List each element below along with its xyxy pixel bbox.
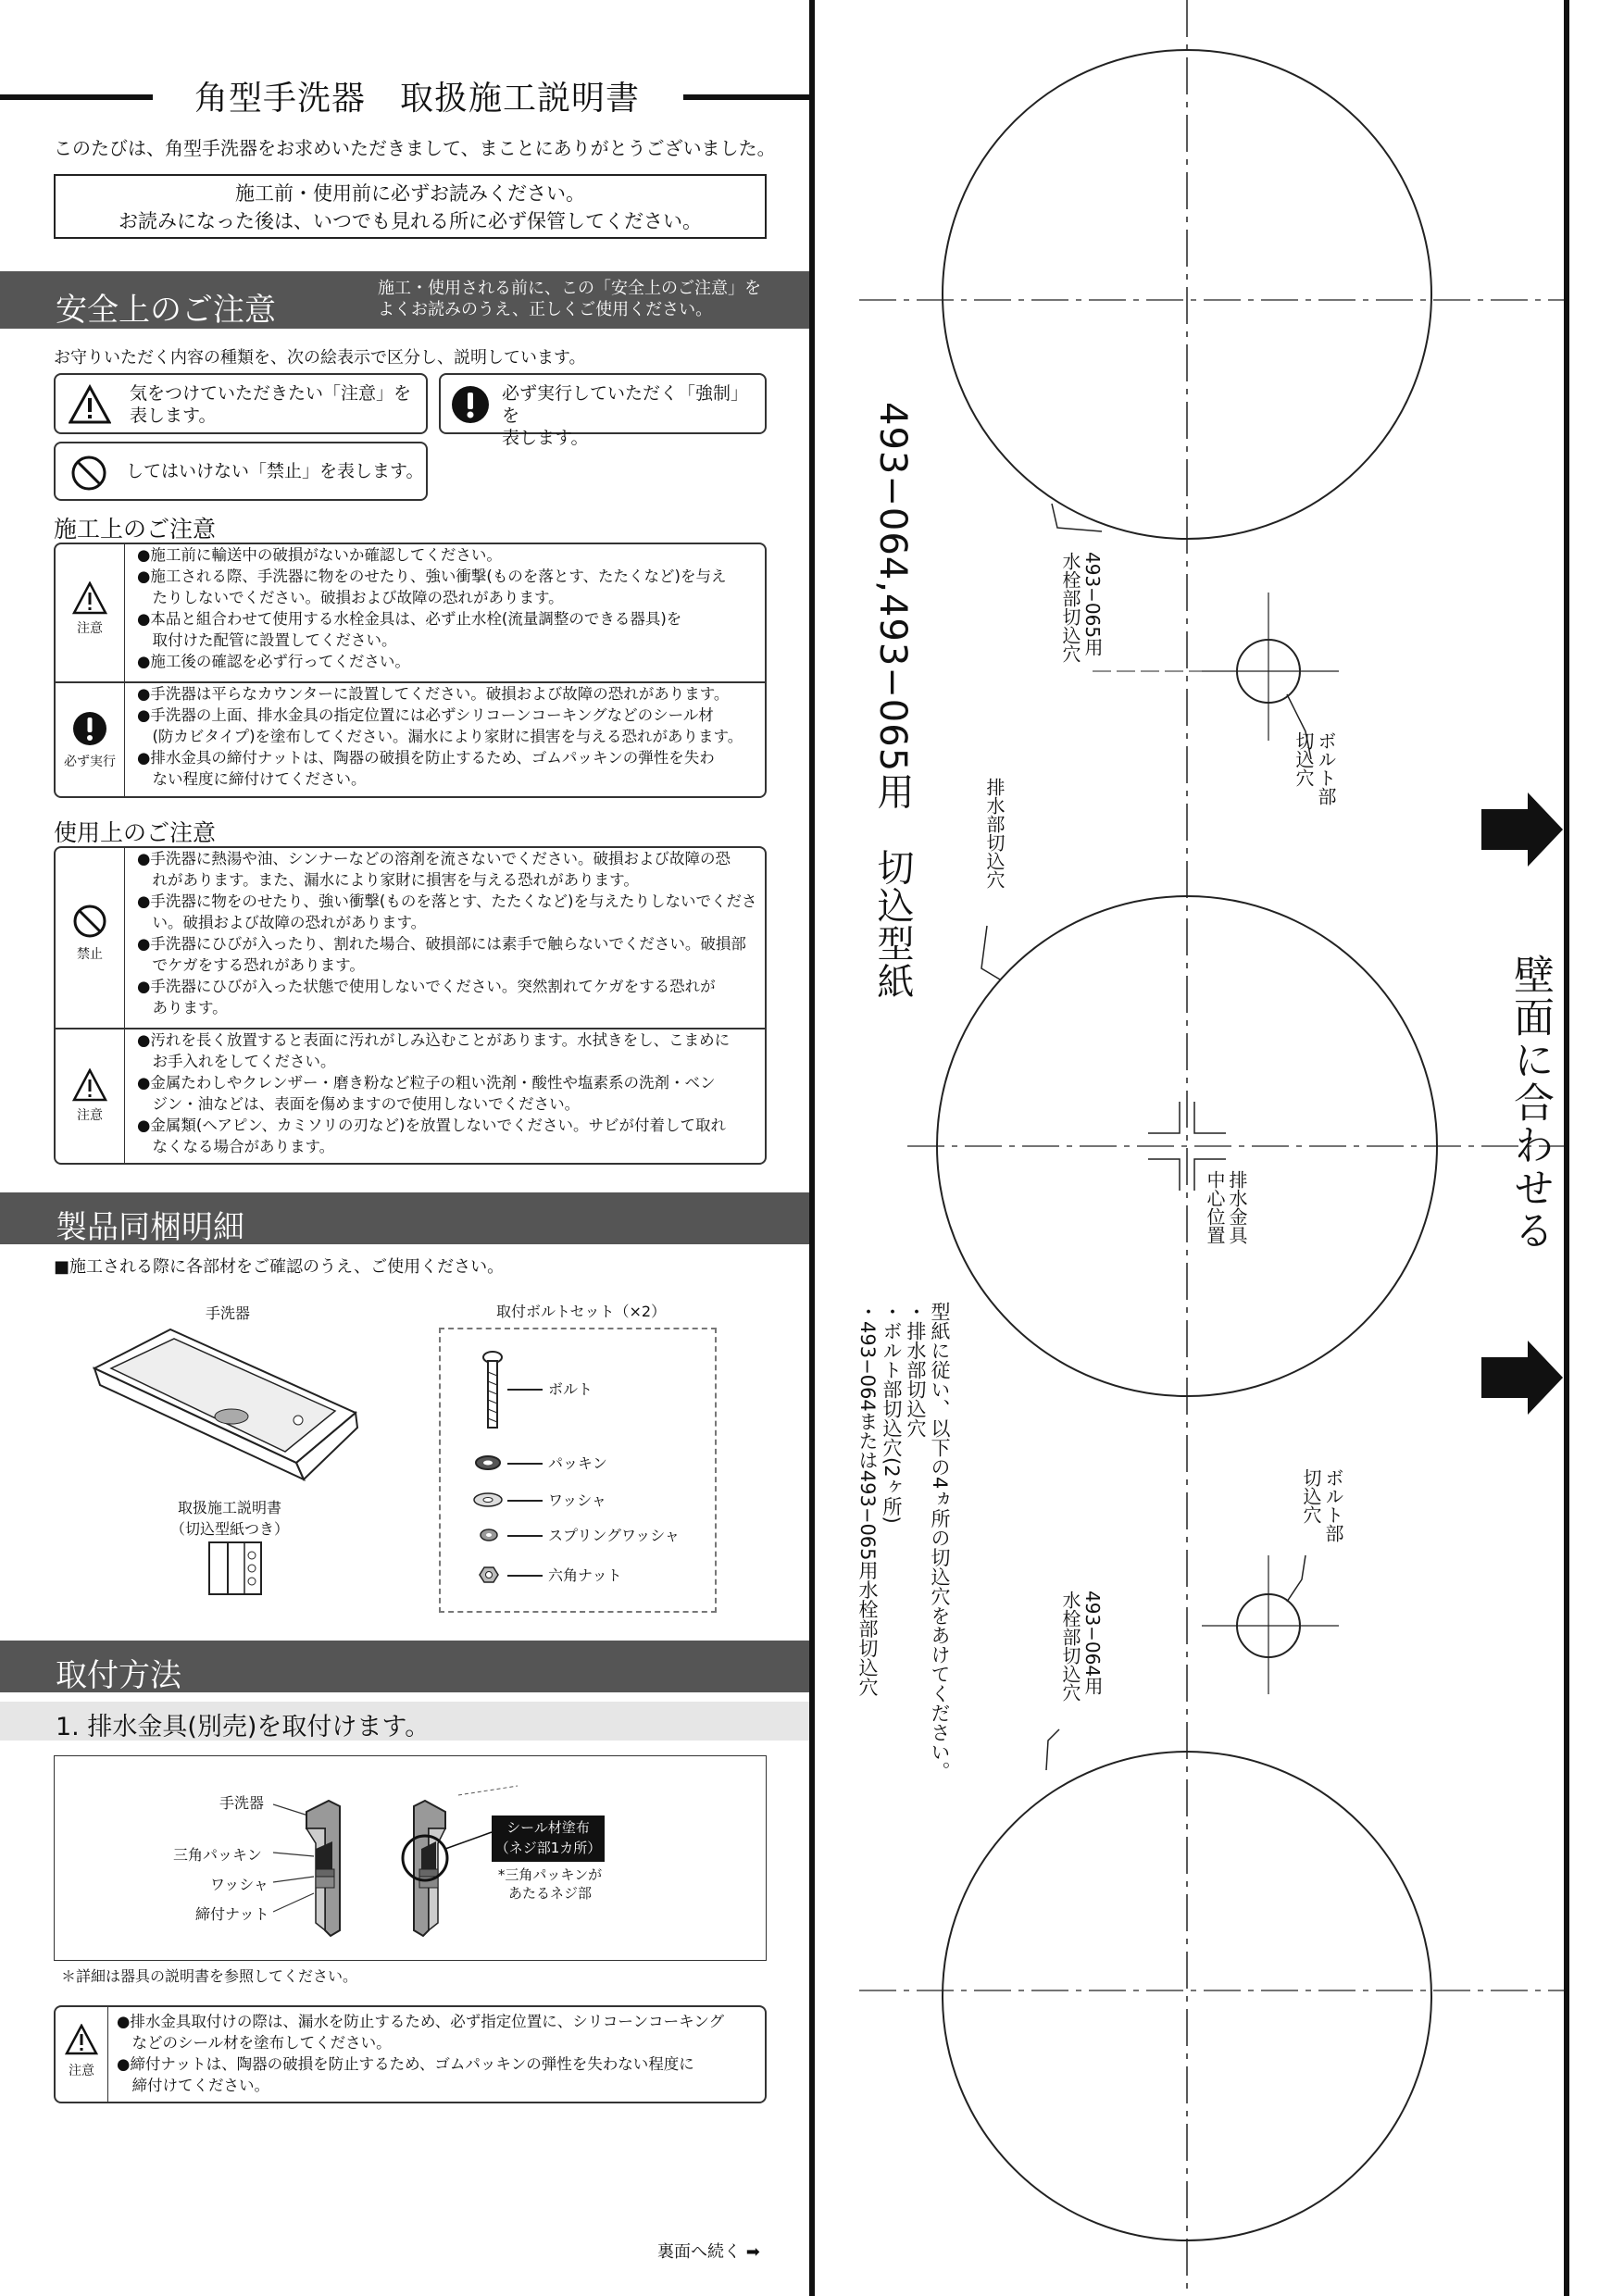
mandatory-label: 必ず実行 [64, 755, 116, 769]
detail-note: ＊詳細は器具の説明書を参照してください。 [61, 1967, 358, 1985]
bolt-hole-label-2 [1300, 1468, 1344, 1542]
manual-booklet-icon [207, 1541, 263, 1596]
seal-application-label [492, 1816, 605, 1862]
hole-065-line-2: 水栓部切込穴 [1059, 552, 1081, 663]
legend-caution-2: 表します。 [130, 406, 217, 426]
continue-note [657, 2239, 760, 2263]
use-prohibit-row [56, 848, 765, 1028]
caution-line: 取付けた配管に設置してください。 [137, 631, 397, 649]
mandatory-line: ●手洗器は平らなカウンターに設置してください。破損および故障の恐れがあります。 [137, 685, 730, 703]
prohibit-label: 禁止 [77, 947, 103, 962]
part-bolt: ボルト [548, 1380, 593, 1398]
contents-heading: 製品同梱明細 [56, 1209, 244, 1246]
drain-hole-label: 排水部切込穴 [983, 778, 1006, 889]
instruction-line: ・ボルト部切込穴(2ヶ所) [881, 1302, 903, 1524]
step1-title: 1. 排水金具(別売)を取付けます。 [56, 1713, 431, 1741]
install-caution-line: などのシール材を塗布してください。 [117, 2034, 392, 2052]
install-caution-line: ●締付ナットは、陶器の破損を防止するため、ゴムパッキンの弾性を失わない程度に [117, 2055, 694, 2073]
prohibit-line: でケガをする恐れがあります。 [137, 956, 365, 974]
drain-center-line-2: 中心位置 [1204, 1170, 1226, 1244]
install-heading-band [0, 1641, 809, 1692]
legend-caution-box [54, 373, 428, 434]
read-notice-box [54, 174, 767, 239]
mandatory-line: ●排水金具の締付ナットは、陶器の破損を防止するため、ゴムパッキンの弾性を失わ [137, 749, 715, 767]
part-packing: パッキン [548, 1454, 607, 1472]
use-caution-line: ●汚れを長く放置すると表面に汚れがしみ込むことがあります。水拭きをし、こまめに [137, 1031, 731, 1049]
prohibit-icon [70, 455, 107, 492]
continue-text: 裏面へ続く [657, 2242, 741, 2262]
cutting-template-drawing [815, 0, 1564, 2296]
use-caution-line: なくなる場合があります。 [137, 1138, 335, 1155]
contents-intro: ■施工される際に各部材をご確認のうえ、ご使用ください。 [54, 1257, 505, 1277]
bolt-set-box [439, 1328, 717, 1613]
safety-sub-2: よくお読みのうえ、正しくご使用ください。 [378, 300, 713, 319]
prohibit-line: ●手洗器に物をのせたり、強い衝撃(ものを落とす、たたくなど)を与えたりしないでくださ [137, 892, 757, 910]
drain-center-line-1: 排水金具 [1226, 1170, 1248, 1244]
notice-line-2: お読みになった後は、いつでも見れる所に必ず保管してください。 [119, 210, 702, 232]
caution-line: ●本品と組合わせて使用する水栓金具は、必ず止水栓(流量調整のできる器具)を [137, 610, 682, 628]
instruction-line: 型紙に従い、以下の4ヵ所の切込穴をあけてください。 [929, 1302, 951, 1781]
install-caution-row [56, 544, 765, 681]
install-heading: 取付方法 [56, 1657, 181, 1694]
legend-mandatory-2: 表します。 [502, 428, 589, 448]
seal-label-1: シール材塗布 [506, 1819, 590, 1836]
manual-label-1: 取扱施工説明書 [178, 1499, 282, 1516]
caution-line: たりしないでください。破損および故障の恐れがあります。 [137, 589, 564, 606]
diagram-label-nut: 締付ナット [195, 1905, 269, 1923]
prohibit-line: い。破損および故障の恐れがあります。 [137, 914, 427, 931]
instruction-line: ・排水部切込穴 [905, 1302, 927, 1438]
seal-label-2: （ネジ部1カ所） [494, 1840, 602, 1856]
intro-text: このたびは、角型手洗器をお求めいただきまして、まことにありがとうございました。 [54, 137, 776, 159]
drain-fitting-diagram [54, 1755, 767, 1961]
safety-sub-1: 施工・使用される前に、この「安全上のご注意」を [378, 279, 761, 298]
title-text: 角型手洗器 取扱施工説明書 [194, 80, 641, 118]
washer-icon [472, 1491, 504, 1509]
legend-caution-1: 気をつけていただきたい「注意」を [130, 383, 412, 404]
template-instructions [856, 1302, 952, 1780]
safety-heading: 安全上のご注意 [56, 292, 276, 329]
caution-icon [72, 1068, 107, 1102]
spring-washer-icon [478, 1526, 500, 1544]
prohibit-line: あります。 [137, 999, 228, 1017]
arrow-right-icon [1481, 792, 1563, 867]
step1-title-bar [0, 1702, 809, 1741]
prohibit-line: ●手洗器にひびが入った状態で使用しないでください。突然割れてケガをする恐れが [137, 978, 716, 995]
arrow-right-icon [1481, 1341, 1563, 1415]
hole-064-line-1: 493−064用 [1081, 1591, 1104, 1696]
contents-heading-band [0, 1192, 809, 1244]
bolt-hole-label-1 [1293, 731, 1337, 805]
legend-mandatory-box [439, 373, 767, 448]
basin-label: 手洗器 [206, 1304, 251, 1322]
diagram-label-triangle-packing: 三角パッキン [173, 1846, 262, 1864]
use-cautions-table [54, 846, 767, 1165]
part-hex-nut: 六角ナット [548, 1566, 622, 1584]
basin-illustration [89, 1324, 367, 1481]
bolt-set-label: 取付ボルトセット（×2） [496, 1303, 667, 1320]
caution-icon [72, 581, 107, 615]
packing-icon [474, 1454, 502, 1472]
hex-nut-icon [476, 1565, 502, 1585]
seal-note-2: あたるネジ部 [507, 1885, 592, 1902]
arrow-right-icon: ➡ [745, 2242, 760, 2262]
notice-line-1: 施工前・使用前に必ずお読みください。 [235, 182, 585, 205]
prohibit-icon [72, 904, 107, 939]
caution-line: ●施工される際、手洗器に物をのせたり、強い衝撃(ものを落とす、たたくなど)を与え [137, 568, 727, 585]
mandatory-line: ない程度に締付けてください。 [137, 770, 367, 788]
prohibit-line: ●手洗器にひびが入ったり、割れた場合、破損部には素手で触らないでください。破損部 [137, 935, 746, 953]
legend-intro: お守りいただく内容の種類を、次の絵表示で区分し、説明しています。 [54, 348, 586, 368]
caution-label: 注意 [77, 621, 103, 636]
hole-065-line-1: 493−065用 [1081, 552, 1104, 657]
prohibit-line: れがあります。また、漏水により家財に損害を与える恐れがあります。 [137, 871, 639, 889]
install-caution-line: ●排水金具取付けの際は、漏水を防止するため、必ず指定位置に、シリコーンコーキング [117, 2013, 725, 2030]
use-caution-row [56, 1029, 765, 1165]
caution-label: 注意 [69, 2064, 94, 2078]
part-washer: ワッシャ [548, 1491, 606, 1509]
legend-mandatory-1: 必ず実行していただく「強制」を [502, 383, 749, 426]
bolt-hole-1-line-1: ボルト部 [1315, 731, 1337, 805]
install-cautions-table [54, 543, 767, 798]
use-caution-line: ●金属類(ヘアピン、カミソリの刃など)を放置しないでください。サビが付着して取れ [137, 1117, 726, 1134]
caution-line: ●施工前に輸送中の破損がないか確認してください。 [137, 546, 502, 564]
caution-icon [69, 384, 111, 425]
legend-prohibit-box [54, 442, 428, 501]
caution-line: ●施工後の確認を必ず行ってください。 [137, 653, 410, 670]
diagram-label-washer: ワッシャ [210, 1876, 269, 1893]
drain-center-label [1204, 1170, 1248, 1244]
caution-label: 注意 [77, 1108, 103, 1123]
bolt-hole-2-line-1: ボルト部 [1322, 1468, 1344, 1542]
template-title: 493−064,493−065用 切込型紙 [871, 402, 914, 1001]
legend-prohibit: してはいけない「禁止」を表します。 [126, 461, 424, 481]
hole-064-line-2: 水栓部切込穴 [1059, 1591, 1081, 1702]
mandatory-icon [72, 711, 107, 746]
caution-icon [65, 2024, 98, 2055]
use-caution-line: ジン・油などは、表面を傷めますので使用しないでください。 [137, 1095, 581, 1113]
bolt-icon [478, 1350, 524, 1433]
use-caution-line: ●金属たわしやクレンザー・磨き粉など粒子の粗い洗剤・酸性や塩素系の洗剤・ベン [137, 1074, 716, 1092]
instruction-line: ・493−064または493−065用水栓部切込穴 [856, 1302, 879, 1697]
mandatory-line: ●手洗器の上面、排水金具の指定位置には必ずシリコーンコーキングなどのシール材 [137, 706, 714, 724]
seal-note-1: *三角パッキンが [497, 1866, 603, 1883]
mandatory-line: (防カビタイプ)を塗布してください。漏水により家財に損害を与える恐れがあります。 [137, 728, 743, 745]
bolt-hole-2-line-2: 切込穴 [1300, 1468, 1322, 1524]
wall-edge-line [1564, 0, 1569, 2296]
prohibit-line: ●手洗器に熱湯や油、シンナーなどの溶剤を流さないでください。破損および故障の恐 [137, 850, 731, 867]
document-title [0, 72, 813, 119]
wall-alignment-label: 壁面に合わせる [1506, 954, 1554, 1252]
part-spring-washer: スプリングワッシャ [548, 1527, 680, 1544]
use-caution-line: お手入れをしてください。 [137, 1053, 336, 1070]
hole-065-label [1059, 552, 1104, 663]
use-cautions-heading: 使用上のご注意 [54, 819, 217, 846]
install-caution-box [54, 2005, 767, 2103]
safety-heading-band [0, 271, 809, 329]
install-caution-line: 締付けてください。 [117, 2077, 269, 2094]
manual-label-2: （切込型紙つき） [170, 1520, 290, 1538]
drain-cross-section [273, 1775, 662, 1951]
mandatory-icon [450, 384, 491, 425]
install-mandatory-row [56, 683, 765, 798]
hole-064-label [1059, 1591, 1104, 1702]
diagram-label-basin: 手洗器 [219, 1794, 265, 1812]
bolt-hole-1-line-2: 切込穴 [1293, 731, 1315, 787]
install-cautions-heading: 施工上のご注意 [54, 516, 217, 543]
